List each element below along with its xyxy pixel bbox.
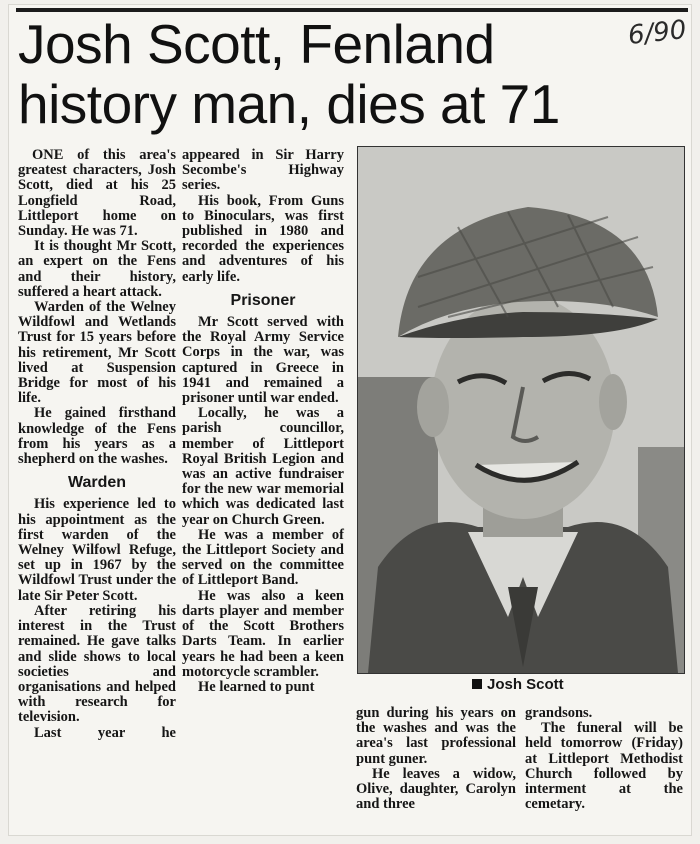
paragraph: grandsons. bbox=[525, 705, 593, 721]
paragraph: ONE of this area's greatest characters, Josh Scott, died at his 25 Longfield Road, Littleport home on Sunday. He was 71. bbox=[18, 147, 176, 240]
paragraph: He was a member of the Littleport Society and served on the committee of Littleport Band. bbox=[182, 526, 344, 589]
top-rule bbox=[16, 8, 688, 12]
subheading-warden: Warden bbox=[67, 474, 127, 492]
paragraph: Last year he bbox=[34, 724, 176, 741]
handwritten-date: 6/90 bbox=[626, 15, 688, 51]
paragraph: After retiring his interest in the Trust remained. He gave talks and slide shows to local societies and organisations and helped with research for television. bbox=[18, 602, 176, 726]
paragraph: His book, From Guns to Binoculars, was first published in 1980 and recorded the experiences and adventures of his early life. bbox=[182, 192, 344, 285]
paragraph: gun during his years on the washes and was the area's last professional punt guner. bbox=[356, 705, 516, 767]
subheading-prisoner: Prisoner bbox=[230, 291, 296, 309]
portrait-illustration bbox=[358, 147, 684, 673]
paragraph: He learned to punt bbox=[198, 678, 315, 695]
paragraph: He leaves a widow, Olive, daughter, Carolyn and three bbox=[356, 765, 516, 813]
paragraph: It is thought Mr Scott, an expert on the Fens and their history, suffered a heart attack. bbox=[18, 238, 176, 300]
paragraph: The funeral will be held tomorrow (Friday) at Littleport Methodist Church followed by interment at the cemetary. bbox=[525, 720, 683, 813]
paragraph: appeared in Sir Harry Secombe's Highway series. bbox=[182, 147, 344, 194]
caption-text: Josh Scott bbox=[487, 676, 564, 693]
headline: Josh Scott, Fenland history man, dies at 71 bbox=[18, 13, 560, 135]
column-3 bbox=[356, 706, 516, 812]
column-1 bbox=[18, 148, 176, 741]
photo-caption bbox=[472, 676, 564, 693]
column-2 bbox=[182, 148, 344, 695]
portrait-photo bbox=[357, 146, 685, 674]
paragraph: He was also a keen darts player and member of the Scott Brothers Darts Team. In earlier years he had been a keen motorcycle scrambler. bbox=[182, 587, 344, 680]
paragraph: Mr Scott served with the Royal Army Service Corps in the war, was captured in Greece in 1941 and remained a prisoner until war ended. bbox=[182, 314, 344, 407]
caption-bullet-icon bbox=[472, 679, 482, 689]
paragraph: He gained firsthand knowledge of the Fens from his years as a shepherd on the washes. bbox=[18, 405, 176, 468]
column-4 bbox=[525, 706, 683, 812]
paragraph: Warden of the Welney Wildfowl and Wetlands Trust for 15 years before his retirement, Mr Scott lived at Suspension Bridge for most of his life. bbox=[18, 299, 176, 407]
paragraph: Locally, he was a parish councillor, member of Littleport Royal British Legion and was an active fundraiser for the new war memorial which was dedicated last year on Church Green. bbox=[182, 405, 344, 528]
paragraph: His experience led to his appointment as the first warden of the Welney Wilfowl Refuge, set up in 1967 by the Wildfowl Trust under the late Sir Peter Scott. bbox=[18, 496, 176, 604]
